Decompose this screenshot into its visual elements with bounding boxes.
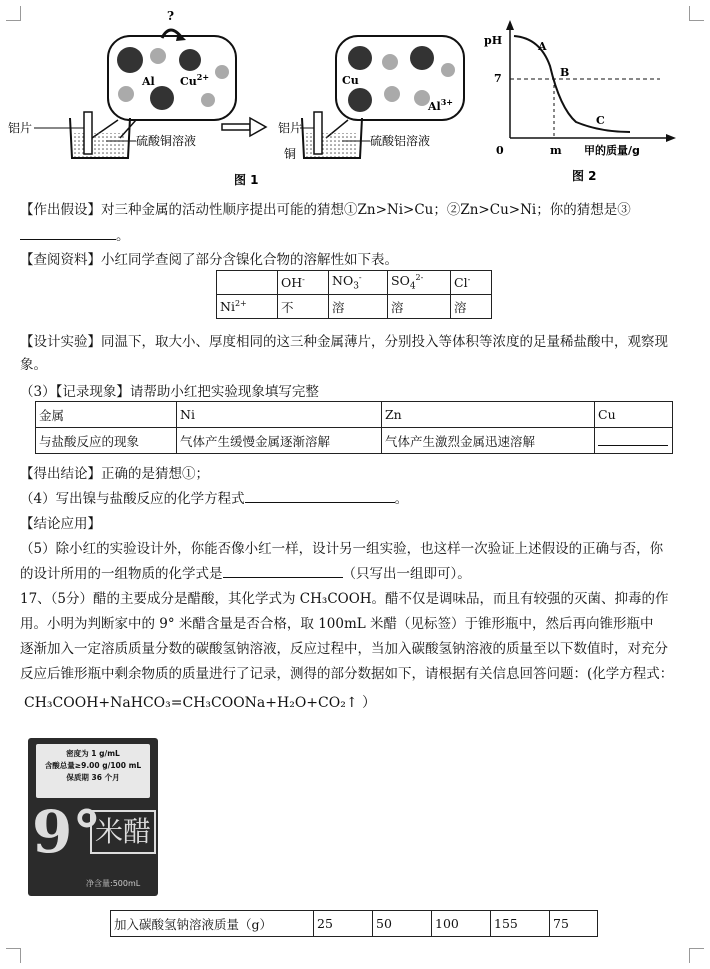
label-copper: 铜 [284, 147, 297, 161]
solubility-header-so4: $SO_4^{2-}$ [388, 271, 451, 295]
corner-mark [689, 948, 704, 963]
mass-value: 25 [314, 911, 373, 937]
label-acid-content: 含酸总量≥9.00 g/100 mL [44, 761, 142, 770]
particle-light [150, 48, 166, 64]
phenomena-answer-cell[interactable] [595, 428, 673, 454]
label-al2so43: 硫酸铝溶液 [370, 134, 431, 148]
q17-line-1: 17、（5分）醋的主要成分是醋酸，其化学式为 CH₃COOH。醋不仅是调味品，而且有较强的灭菌、抑毒的作 [20, 591, 669, 607]
design-line: 【设计实验】同温下，取大小、厚度相同的这三种金属薄片，分别投入等体积等浓度的足量稀盐酸中，观察现 [20, 334, 668, 350]
conclusion-line: 【得出结论】正确的是猜想①； [20, 466, 209, 482]
q5-line-2: 的设计所用的一组物质的化学式是 （只写出一组即可）。 [20, 566, 471, 582]
mass-value: 155 [491, 911, 550, 937]
label-net: 净含量:500mL [86, 879, 141, 888]
label-big-nine: 9° [32, 798, 102, 866]
phenomena-cell: 与盐酸反应的现象 [36, 428, 177, 454]
solubility-table [216, 270, 492, 319]
solubility-cell: 溶 [329, 295, 388, 319]
answer-blank-3[interactable] [20, 227, 116, 240]
process-arrow [250, 118, 266, 136]
mass-value: 50 [373, 911, 432, 937]
application-line: 【结论应用】 [20, 516, 101, 532]
chemical-equation: CH₃COOH+NaHCO₃=CH₃COONa+H₂O+CO₂↑ ） [24, 695, 377, 711]
label-al3: $Al^{3+}$ [428, 97, 453, 113]
solubility-row-ni: $Ni^{2+}$ [217, 295, 278, 319]
y-tick-7: 7 [494, 72, 502, 85]
label-shelf-life: 保质期 36 个月 [66, 773, 120, 782]
particle-light [201, 93, 215, 107]
q17-line-3: 逐渐加入一定溶质质量分数的碳酸氢钠溶液，反应过程中，当加入碳酸氢钠溶液的质量至以下数值时，对充分 [20, 641, 668, 657]
corner-mark [6, 6, 21, 21]
metal-strip [84, 112, 92, 154]
q5-line-1: （5）除小红的实验设计外，你能否像小红一样，设计另一组实验，也这样一次验证上述假设的正确与否，你 [20, 541, 664, 557]
figure-2 [480, 8, 700, 188]
design-line-2: 象。 [20, 357, 47, 373]
ph-curve [514, 36, 630, 132]
phenomena-cell: 金属 [36, 402, 177, 428]
solubility-header-empty [217, 271, 278, 295]
phenomena-cell: Ni [177, 402, 382, 428]
label-al-sheet-left: 铝片 [8, 121, 33, 135]
question-mark: ? [167, 9, 175, 23]
point-c: C [596, 114, 605, 127]
particle-dark [117, 47, 143, 73]
point-b: B [560, 66, 570, 79]
particle-dark [150, 86, 174, 110]
label-cu: Cu [342, 74, 359, 87]
phenomena-cell: Cu [595, 402, 673, 428]
particle-light [215, 65, 229, 79]
figure-1-caption: 图 1 [234, 173, 259, 187]
q5-answer-blank[interactable] [223, 565, 343, 578]
q17-line-2: 用。小明为判断家中的 9° 米醋含量是否合格，取 100mL 米醋（见标签）于锥形瓶中，然后再向锥形瓶中 [20, 616, 654, 632]
label-brand: 米醋 [90, 810, 156, 854]
mass-value: 75 [550, 911, 598, 937]
hypothesis-answer-line: 。 [20, 224, 130, 244]
figure-1 [8, 8, 470, 188]
y-axis-label: pH [484, 34, 503, 47]
q4-line: （4）写出镍与盐酸反应的化学方程式 。 [20, 491, 409, 507]
solubility-header-no3: $NO_3^-$ [329, 271, 388, 295]
solubility-cell: 溶 [388, 295, 451, 319]
phenomena-table [35, 401, 673, 454]
mass-value: 100 [432, 911, 491, 937]
particle-light [118, 86, 134, 102]
data-intro: 【查阅资料】小红同学查阅了部分含镍化合物的溶解性如下表。 [20, 252, 398, 268]
hypothesis-line: 【作出假设】对三种金属的活动性顺序提出可能的猜想①Zn>Ni>Cu；②Zn>Cu>Ni；你的猜想是③ [20, 202, 631, 218]
vinegar-label-photo [28, 738, 158, 896]
label-cuso4: 硫酸铜溶液 [136, 134, 197, 148]
label-cu2: $Cu^{2+}$ [180, 72, 210, 88]
particle-dark [179, 49, 201, 71]
label-al-sheet-right: 铝片 [278, 121, 303, 135]
phenomena-cell: Zn [382, 402, 595, 428]
q4-answer-blank[interactable] [245, 490, 395, 503]
mass-table-label: 加入碳酸氢钠溶液质量（g） [111, 911, 314, 937]
phenomena-cell: 气体产生缓慢金属逐渐溶解 [177, 428, 382, 454]
x-axis-label: 甲的质量/g [584, 144, 640, 157]
x-tick-m: m [550, 144, 562, 157]
label-density: 密度为 1 g/mL [66, 749, 120, 758]
solubility-cell: 不 [278, 295, 329, 319]
corner-mark [6, 948, 21, 963]
point-a: A [538, 40, 547, 53]
label-al: Al [142, 75, 155, 88]
phenomena-cell: 气体产生激烈金属迅速溶解 [382, 428, 595, 454]
solubility-header-oh: OH- [278, 271, 329, 295]
solubility-header-cl: Cl- [451, 271, 492, 295]
solubility-cell: 溶 [451, 295, 492, 319]
q17-line-4: 反应后锥形瓶中剩余物质的质量进行了记录，测得的部分数据如下，请根据有关信息回答问题：(化学方程式： [20, 666, 674, 682]
mass-table [110, 910, 598, 937]
figure-2-caption: 图 2 [572, 169, 597, 183]
origin-label: 0 [496, 144, 504, 157]
record-line: （3）【记录现象】请帮助小红把实验现象填写完整 [20, 384, 319, 400]
